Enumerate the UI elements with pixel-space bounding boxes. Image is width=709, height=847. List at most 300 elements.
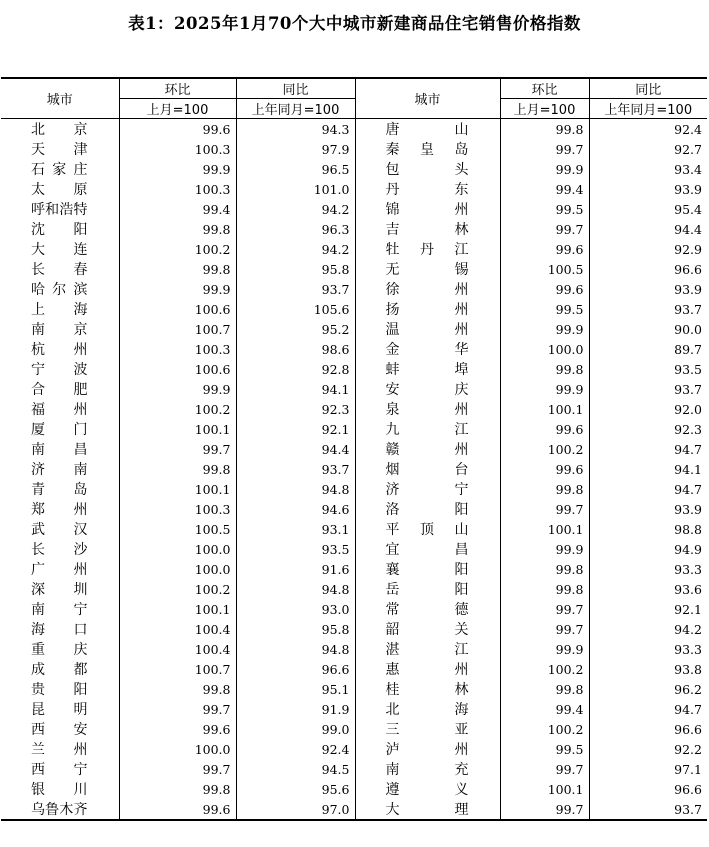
city-left xyxy=(1,619,119,639)
city-right xyxy=(355,379,500,399)
city-name: 深 圳 xyxy=(31,582,88,598)
mom-value-right: 99.9 xyxy=(500,539,589,559)
yoy-value-left: 93.7 xyxy=(236,279,355,299)
mom-value-right: 99.9 xyxy=(500,319,589,339)
table-row xyxy=(1,339,707,359)
mom-value-left: 99.7 xyxy=(119,759,236,779)
yoy-value-left: 97.0 xyxy=(236,799,355,820)
yoy-value-right: 92.1 xyxy=(589,599,707,619)
mom-value-right: 99.4 xyxy=(500,179,589,199)
yoy-value-right: 94.7 xyxy=(589,699,707,719)
city-right xyxy=(355,759,500,779)
table-header xyxy=(1,78,707,119)
yoy-value-right: 93.7 xyxy=(589,799,707,820)
mom-value-right: 99.8 xyxy=(500,679,589,699)
yoy-value-right: 94.7 xyxy=(589,479,707,499)
city-left xyxy=(1,799,119,820)
city-name: 济 宁 xyxy=(385,482,469,498)
city-left xyxy=(1,639,119,659)
city-name: 武 汉 xyxy=(31,522,88,538)
yoy-value-right: 92.9 xyxy=(589,239,707,259)
mom-value-left: 100.4 xyxy=(119,619,236,639)
city-left xyxy=(1,419,119,439)
yoy-value-left: 94.2 xyxy=(236,199,355,219)
city-right xyxy=(355,179,500,199)
table-row xyxy=(1,119,707,140)
city-name: 昆 明 xyxy=(31,702,88,718)
table-body xyxy=(1,119,707,821)
city-name: 无 锡 xyxy=(385,262,469,278)
city-name: 九 江 xyxy=(385,422,469,438)
city-left xyxy=(1,219,119,239)
city-left xyxy=(1,179,119,199)
mom-value-right: 99.7 xyxy=(500,219,589,239)
yoy-value-right: 96.6 xyxy=(589,259,707,279)
yoy-value-left: 92.1 xyxy=(236,419,355,439)
yoy-value-left: 93.5 xyxy=(236,539,355,559)
yoy-value-right: 93.8 xyxy=(589,659,707,679)
mom-value-left: 99.7 xyxy=(119,439,236,459)
city-right xyxy=(355,339,500,359)
mom-value-right: 99.8 xyxy=(500,559,589,579)
city-right xyxy=(355,319,500,339)
city-name: 惠 州 xyxy=(385,662,469,678)
city-right xyxy=(355,299,500,319)
city-right xyxy=(355,559,500,579)
yoy-value-right: 94.9 xyxy=(589,539,707,559)
city-name: 沈 阳 xyxy=(31,222,88,238)
city-name: 包 头 xyxy=(385,162,469,178)
city-right xyxy=(355,219,500,239)
mom-base-left: 上月=100 xyxy=(119,99,236,119)
city-name: 南 昌 xyxy=(31,442,88,458)
city-right xyxy=(355,459,500,479)
mom-value-left: 99.8 xyxy=(119,219,236,239)
city-right xyxy=(355,619,500,639)
table-row xyxy=(1,239,707,259)
mom-value-left: 100.3 xyxy=(119,339,236,359)
city-right xyxy=(355,699,500,719)
city-name: 哈 尔 滨 xyxy=(31,282,88,298)
table-row xyxy=(1,179,707,199)
yoy-header-left: 同比 xyxy=(236,78,355,99)
yoy-value-left: 94.1 xyxy=(236,379,355,399)
city-right xyxy=(355,639,500,659)
city-name: 宁 波 xyxy=(31,362,88,378)
yoy-value-left: 97.9 xyxy=(236,139,355,159)
mom-value-right: 99.6 xyxy=(500,419,589,439)
yoy-value-right: 93.9 xyxy=(589,279,707,299)
mom-value-right: 99.8 xyxy=(500,579,589,599)
table-row xyxy=(1,379,707,399)
city-name: 岳 阳 xyxy=(385,582,469,598)
city-name: 锦 州 xyxy=(385,202,469,218)
city-name: 郑 州 xyxy=(31,502,88,518)
city-left xyxy=(1,719,119,739)
table-row xyxy=(1,799,707,820)
table-row xyxy=(1,259,707,279)
mom-value-left: 99.6 xyxy=(119,719,236,739)
city-name: 三 亚 xyxy=(385,722,469,738)
city-name: 呼 和 浩 特 xyxy=(31,202,88,218)
yoy-value-left: 94.3 xyxy=(236,119,355,140)
city-name: 银 川 xyxy=(31,782,88,798)
city-name: 安 庆 xyxy=(385,382,469,398)
yoy-value-left: 91.6 xyxy=(236,559,355,579)
mom-header-right: 环比 xyxy=(500,78,589,99)
yoy-value-left: 92.4 xyxy=(236,739,355,759)
city-name: 成 都 xyxy=(31,662,88,678)
mom-value-right: 100.2 xyxy=(500,659,589,679)
yoy-value-left: 93.7 xyxy=(236,459,355,479)
mom-value-left: 100.2 xyxy=(119,399,236,419)
city-left xyxy=(1,519,119,539)
mom-value-left: 99.7 xyxy=(119,699,236,719)
city-right xyxy=(355,119,500,140)
yoy-value-right: 92.2 xyxy=(589,739,707,759)
mom-value-left: 100.1 xyxy=(119,599,236,619)
mom-value-left: 100.2 xyxy=(119,579,236,599)
city-header-right: 城市 xyxy=(355,78,500,119)
city-name: 唐 山 xyxy=(385,122,469,138)
table-row xyxy=(1,759,707,779)
city-right xyxy=(355,579,500,599)
yoy-value-right: 93.9 xyxy=(589,179,707,199)
yoy-value-left: 92.8 xyxy=(236,359,355,379)
mom-value-left: 100.7 xyxy=(119,319,236,339)
city-name: 长 沙 xyxy=(31,542,88,558)
yoy-value-left: 94.4 xyxy=(236,439,355,459)
yoy-value-right: 94.2 xyxy=(589,619,707,639)
yoy-value-left: 94.8 xyxy=(236,639,355,659)
yoy-value-left: 93.0 xyxy=(236,599,355,619)
city-left xyxy=(1,479,119,499)
mom-value-left: 100.3 xyxy=(119,179,236,199)
city-name: 烟 台 xyxy=(385,462,469,478)
mom-value-left: 99.9 xyxy=(119,379,236,399)
yoy-value-right: 89.7 xyxy=(589,339,707,359)
city-name: 徐 州 xyxy=(385,282,469,298)
table-row xyxy=(1,519,707,539)
yoy-value-right: 93.5 xyxy=(589,359,707,379)
mom-value-left: 100.2 xyxy=(119,239,236,259)
yoy-value-right: 92.7 xyxy=(589,139,707,159)
city-name: 金 华 xyxy=(385,342,469,358)
mom-value-right: 100.2 xyxy=(500,719,589,739)
city-name: 常 德 xyxy=(385,602,469,618)
table-row xyxy=(1,299,707,319)
mom-value-left: 100.6 xyxy=(119,299,236,319)
city-right xyxy=(355,399,500,419)
mom-value-left: 100.1 xyxy=(119,419,236,439)
yoy-value-right: 93.3 xyxy=(589,639,707,659)
city-name: 长 春 xyxy=(31,262,88,278)
table-row xyxy=(1,539,707,559)
yoy-value-left: 95.6 xyxy=(236,779,355,799)
city-right xyxy=(355,659,500,679)
city-name: 平 顶 山 xyxy=(385,522,469,538)
table-row xyxy=(1,139,707,159)
city-left xyxy=(1,679,119,699)
city-name: 杭 州 xyxy=(31,342,88,358)
table-row xyxy=(1,359,707,379)
yoy-value-left: 96.5 xyxy=(236,159,355,179)
mom-value-right: 100.1 xyxy=(500,519,589,539)
city-left xyxy=(1,319,119,339)
city-right xyxy=(355,799,500,820)
city-right xyxy=(355,199,500,219)
table-row xyxy=(1,199,707,219)
city-name: 重 庆 xyxy=(31,642,88,658)
mom-value-right: 100.1 xyxy=(500,399,589,419)
mom-value-left: 99.8 xyxy=(119,459,236,479)
mom-value-right: 99.9 xyxy=(500,639,589,659)
city-name: 济 南 xyxy=(31,462,88,478)
table-row xyxy=(1,639,707,659)
city-name: 温 州 xyxy=(385,322,469,338)
yoy-value-left: 94.5 xyxy=(236,759,355,779)
mom-value-left: 99.6 xyxy=(119,799,236,820)
city-name: 石 家 庄 xyxy=(31,162,88,178)
city-name: 北 京 xyxy=(31,122,88,138)
city-name: 南 充 xyxy=(385,762,469,778)
city-name: 西 安 xyxy=(31,722,88,738)
city-left xyxy=(1,599,119,619)
city-name: 大 理 xyxy=(385,802,469,818)
city-name: 北 海 xyxy=(385,702,469,718)
city-right xyxy=(355,679,500,699)
table-row xyxy=(1,699,707,719)
yoy-value-right: 96.6 xyxy=(589,719,707,739)
mom-value-right: 99.7 xyxy=(500,139,589,159)
yoy-value-right: 93.7 xyxy=(589,299,707,319)
yoy-value-right: 96.6 xyxy=(589,779,707,799)
table-row xyxy=(1,599,707,619)
table-row xyxy=(1,459,707,479)
city-name: 蚌 埠 xyxy=(385,362,469,378)
yoy-value-right: 93.3 xyxy=(589,559,707,579)
city-left xyxy=(1,199,119,219)
yoy-value-left: 95.8 xyxy=(236,619,355,639)
city-left xyxy=(1,259,119,279)
mom-value-right: 99.7 xyxy=(500,499,589,519)
table-row xyxy=(1,559,707,579)
mom-value-right: 99.4 xyxy=(500,699,589,719)
yoy-value-right: 94.7 xyxy=(589,439,707,459)
yoy-value-right: 95.4 xyxy=(589,199,707,219)
mom-value-right: 99.7 xyxy=(500,799,589,820)
city-name: 牡 丹 江 xyxy=(385,242,469,258)
city-left xyxy=(1,739,119,759)
city-right xyxy=(355,599,500,619)
city-name: 福 州 xyxy=(31,402,88,418)
city-name: 太 原 xyxy=(31,182,88,198)
city-name: 广 州 xyxy=(31,562,88,578)
city-name: 厦 门 xyxy=(31,422,88,438)
yoy-header-right: 同比 xyxy=(589,78,707,99)
mom-value-left: 99.9 xyxy=(119,159,236,179)
table-row xyxy=(1,619,707,639)
city-left xyxy=(1,359,119,379)
mom-value-right: 99.9 xyxy=(500,159,589,179)
table-row xyxy=(1,579,707,599)
city-left xyxy=(1,159,119,179)
yoy-value-right: 96.2 xyxy=(589,679,707,699)
yoy-value-left: 94.6 xyxy=(236,499,355,519)
yoy-value-left: 98.6 xyxy=(236,339,355,359)
city-right xyxy=(355,519,500,539)
city-name: 洛 阳 xyxy=(385,502,469,518)
yoy-value-right: 92.0 xyxy=(589,399,707,419)
yoy-value-left: 99.0 xyxy=(236,719,355,739)
mom-value-left: 100.6 xyxy=(119,359,236,379)
mom-base-right: 上月=100 xyxy=(500,99,589,119)
city-name: 西 宁 xyxy=(31,762,88,778)
city-name: 海 口 xyxy=(31,622,88,638)
mom-value-left: 100.3 xyxy=(119,499,236,519)
mom-value-left: 99.8 xyxy=(119,679,236,699)
city-right xyxy=(355,479,500,499)
city-left xyxy=(1,659,119,679)
mom-value-right: 100.5 xyxy=(500,259,589,279)
table-row xyxy=(1,659,707,679)
city-right xyxy=(355,719,500,739)
city-right xyxy=(355,259,500,279)
mom-value-left: 100.5 xyxy=(119,519,236,539)
city-left xyxy=(1,439,119,459)
yoy-value-right: 90.0 xyxy=(589,319,707,339)
city-left xyxy=(1,379,119,399)
city-left xyxy=(1,119,119,140)
city-left xyxy=(1,499,119,519)
city-name: 吉 林 xyxy=(385,222,469,238)
yoy-value-left: 95.2 xyxy=(236,319,355,339)
yoy-value-right: 94.1 xyxy=(589,459,707,479)
city-left xyxy=(1,559,119,579)
table-row xyxy=(1,679,707,699)
mom-value-right: 99.6 xyxy=(500,459,589,479)
yoy-value-left: 96.6 xyxy=(236,659,355,679)
mom-value-right: 100.1 xyxy=(500,779,589,799)
yoy-value-left: 96.3 xyxy=(236,219,355,239)
city-right xyxy=(355,539,500,559)
yoy-value-left: 91.9 xyxy=(236,699,355,719)
city-name: 宜 昌 xyxy=(385,542,469,558)
mom-value-left: 100.3 xyxy=(119,139,236,159)
city-right xyxy=(355,779,500,799)
city-left xyxy=(1,239,119,259)
city-name: 韶 关 xyxy=(385,622,469,638)
mom-value-right: 99.5 xyxy=(500,739,589,759)
mom-value-left: 100.4 xyxy=(119,639,236,659)
mom-value-left: 100.0 xyxy=(119,539,236,559)
city-name: 南 京 xyxy=(31,322,88,338)
city-right xyxy=(355,239,500,259)
yoy-value-right: 93.6 xyxy=(589,579,707,599)
city-left xyxy=(1,759,119,779)
city-right xyxy=(355,439,500,459)
city-right xyxy=(355,359,500,379)
table-row xyxy=(1,219,707,239)
city-left xyxy=(1,459,119,479)
yoy-value-right: 98.8 xyxy=(589,519,707,539)
yoy-value-left: 105.6 xyxy=(236,299,355,319)
yoy-value-right: 94.4 xyxy=(589,219,707,239)
table-title: 表1：2025年1月70个大中城市新建商品住宅销售价格指数 xyxy=(128,14,581,33)
mom-value-left: 100.1 xyxy=(119,479,236,499)
mom-value-left: 100.0 xyxy=(119,559,236,579)
city-name: 泸 州 xyxy=(385,742,469,758)
city-right xyxy=(355,499,500,519)
mom-value-right: 99.6 xyxy=(500,279,589,299)
city-name: 兰 州 xyxy=(31,742,88,758)
mom-value-left: 99.6 xyxy=(119,119,236,140)
city-name: 青 岛 xyxy=(31,482,88,498)
city-name: 湛 江 xyxy=(385,642,469,658)
table-row xyxy=(1,739,707,759)
city-left xyxy=(1,699,119,719)
mom-value-left: 100.0 xyxy=(119,739,236,759)
city-left xyxy=(1,339,119,359)
city-left xyxy=(1,399,119,419)
yoy-value-left: 93.1 xyxy=(236,519,355,539)
mom-value-right: 99.7 xyxy=(500,599,589,619)
city-right xyxy=(355,279,500,299)
mom-value-left: 100.7 xyxy=(119,659,236,679)
mom-header-left: 环比 xyxy=(119,78,236,99)
city-left xyxy=(1,139,119,159)
table-row xyxy=(1,439,707,459)
table-row xyxy=(1,479,707,499)
city-name: 大 连 xyxy=(31,242,88,258)
table-row xyxy=(1,319,707,339)
city-name: 遵 义 xyxy=(385,782,469,798)
city-left xyxy=(1,779,119,799)
city-name: 扬 州 xyxy=(385,302,469,318)
yoy-value-left: 94.8 xyxy=(236,479,355,499)
mom-value-right: 99.8 xyxy=(500,119,589,140)
city-name: 泉 州 xyxy=(385,402,469,418)
city-right xyxy=(355,159,500,179)
city-name: 桂 林 xyxy=(385,682,469,698)
table-row xyxy=(1,419,707,439)
city-right xyxy=(355,139,500,159)
table-row xyxy=(1,399,707,419)
city-left xyxy=(1,299,119,319)
city-left xyxy=(1,279,119,299)
city-name: 赣 州 xyxy=(385,442,469,458)
yoy-value-left: 92.3 xyxy=(236,399,355,419)
yoy-value-left: 94.8 xyxy=(236,579,355,599)
mom-value-right: 99.5 xyxy=(500,199,589,219)
yoy-value-left: 101.0 xyxy=(236,179,355,199)
city-right xyxy=(355,419,500,439)
city-name: 天 津 xyxy=(31,142,88,158)
mom-value-right: 99.5 xyxy=(500,299,589,319)
yoy-base-left: 上年同月=100 xyxy=(236,99,355,119)
city-left xyxy=(1,539,119,559)
mom-value-right: 100.0 xyxy=(500,339,589,359)
mom-value-right: 99.7 xyxy=(500,759,589,779)
yoy-value-right: 92.4 xyxy=(589,119,707,140)
city-name: 南 宁 xyxy=(31,602,88,618)
mom-value-left: 99.8 xyxy=(119,259,236,279)
city-left xyxy=(1,579,119,599)
city-name: 秦 皇 岛 xyxy=(385,142,469,158)
mom-value-right: 100.2 xyxy=(500,439,589,459)
yoy-base-right: 上年同月=100 xyxy=(589,99,707,119)
mom-value-right: 99.7 xyxy=(500,619,589,639)
